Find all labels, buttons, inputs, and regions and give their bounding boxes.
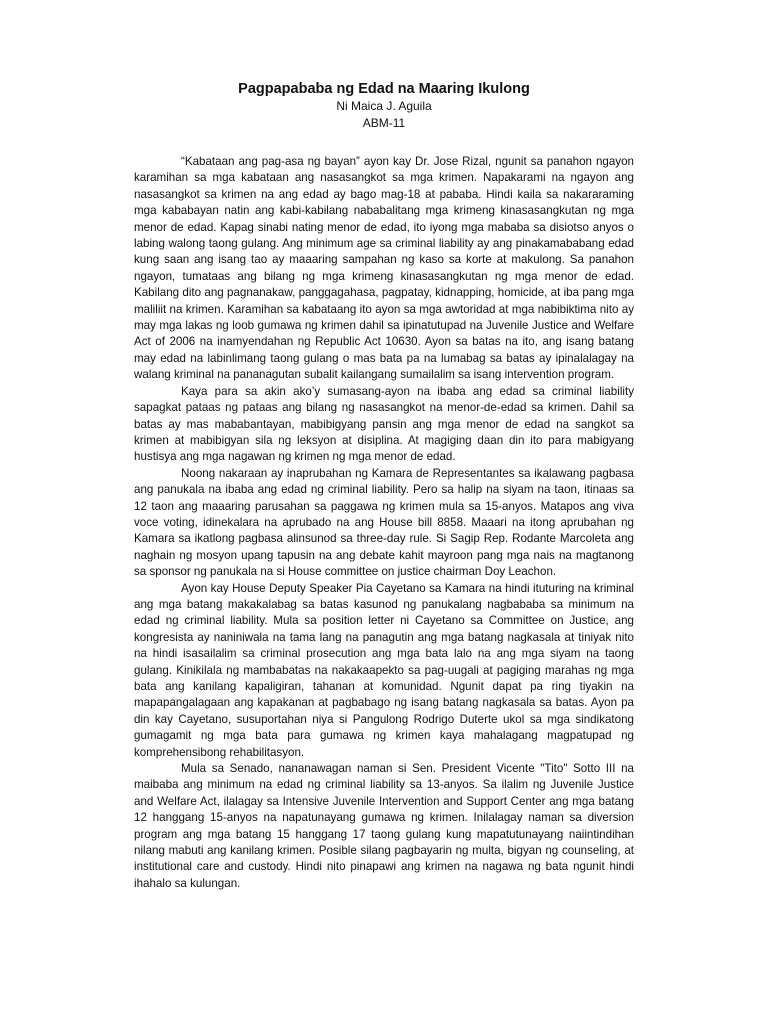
paragraph-4: Ayon kay House Deputy Speaker Pia Cayetano sa Kamara na hindi ituturing na kriminal ang mga batang makakalabag sa batas kasunod ng panukalang nagbababa sa minimum na edad ng criminal liability. Mula sa position letter ni Cayetano sa Committee on Justice, ang kongresista ay naniniwala na tama lang na panagutin ang mga batang nagkasala at tiniyak nito na hindi isasailalim sa criminal prosecution ang mga bata lalo na ang mga siyam na taong gulang. Kinikilala ng mambabatas na nakakaapekto sa pag-uugali at pagiging marahas ng mga bata ang kanilang kapaligiran, tahanan at komunidad. Ngunit dapat pa ring tiyakin na mapapangalagaan ang kapakanan at pagbabago ng isang batang nagkasala sa batas. Ayon pa din kay Cayetano, susuportahan niya si Pangulong Rodrigo Duterte ukol sa mga sindikatong gumagamit ng mga bata para gumawa ng krimen kaya mahalagang magpatupad ng komprehensibong rehabilitasyon. — [134, 581, 634, 759]
document-title: Pagpapababa ng Edad na Maaring Ikulong — [238, 81, 530, 97]
paragraph-2: Kaya para sa akin ako’y sumasang-ayon na ibaba ang edad sa criminal liability sapagkat pataas ng pataas ang bilang ng nasasangkot na menor-de-edad sa krimen. Dahil sa batas ay mas mababantayan, mabibigyang pansin ang mga menor de edad na sangkot sa krimen at mabibigyan sila ng leksyon at disiplina. At magiging daan din ito para mabigyang hustisya ang mga nagawan ng krimen ng mga menor de edad. — [134, 384, 634, 464]
document-body — [134, 154, 634, 892]
document-section: ABM-11 — [362, 116, 406, 130]
paragraph-3: Noong nakaraan ay inaprubahan ng Kamara de Representantes sa ikalawang pagbasa ang panukala na ibaba ang edad ng criminal liability. Pero sa halip na siyam na taon, itinaas sa 12 taon ang maaaring parusahan sa paggawa ng krimen mula sa 15-anyos. Matapos ang viva voce voting, idinekalara na aprubado na ang House bill 8858. Maaari na itong aprubahan ng Kamara sa ikatlong pagbasa alinsunod sa three-day rule. Si Sagip Rep. Rodante Marcoleta ang naghain ng mosyon upang tapusin na ang debate kahit mayroon pang mga nais na magtanong sa sponsor ng panukala na si House committee on justice chairman Doy Leachon. — [134, 466, 634, 579]
paragraph-5: Mula sa Senado, nananawagan naman si Sen. President Vicente "Tito" Sotto III na maibaba ang minimum na edad ng criminal liability sa 13-anyos. Sa ilalim ng Juvenile Justice and Welfare Act, ilalagay sa Intensive Juvenile Intervention and Support Center ang mga batang 12 hanggang 15-anyos na napatunayang gumawa ng krimen. Inilalagay naman sa diversion program ang mga batang 15 hanggang 17 taong gulang kung mapatutunayang naiintindihan nilang mabuti ang kanilang krimen. Posible silang pagbayarin ng multa, bigyan ng counseling, at institutional care and custody. Hindi nito pinapawi ang krimen na nagawa ng bata ngunit hindi ihahalo sa kulungan. — [134, 762, 634, 890]
paragraph-1: “Kabataan ang pag-asa ng bayan” ayon kay Dr. Jose Rizal, ngunit sa panahon ngayon karamihan sa mga kabataan ang nasasangkot sa mga krimen. Napakarami na ngayon ang nasasangkot sa krimen na ang edad ay bago mag-18 at pababa. Hindi kaila sa nakararaming mga kababayan natin ang kabi-kabilang nababalitang mga krimeng kinasasangkutan ng mga menor de edad. Kapag sinabi nating menor de edad, ito iyong mga mababa sa disiotso anyos o labing walong taong gulang. Ang minimum age sa criminal liability ay ang pinakamababang edad kung saan ang isang tao ay maaaring sampahan ng kaso sa korte at makulong. Sa panahon ngayon, tumataas ang bilang ng mga krimeng kinasasangkutan ng mga menor de edad. Kabilang dito ang pagnanakaw, panggagahasa, pagpatay, kidnapping, homicide, at iba pang mga maliliit na krimen. Karamihan sa kabataang ito ayon sa mga awtoridad at mga nabibiktima nito ay may mga lakas ng loob gumawa ng krimen dahil sa ipinatutupad na Juvenile Justice and Welfare Act of 2006 na inamyendahan ng Republic Act 10630. Ayon sa batas na ito, ang isang batang may edad na labinlimang taong gulang o mas bata pa na lumabag sa batas ay ipinalalagay na walang kriminal na pananagutan subalit kailangang sumailalim sa isang intervention program. — [134, 155, 634, 382]
document-header — [0, 80, 768, 132]
document-author: Ni Maica J. Aguila — [336, 99, 432, 113]
